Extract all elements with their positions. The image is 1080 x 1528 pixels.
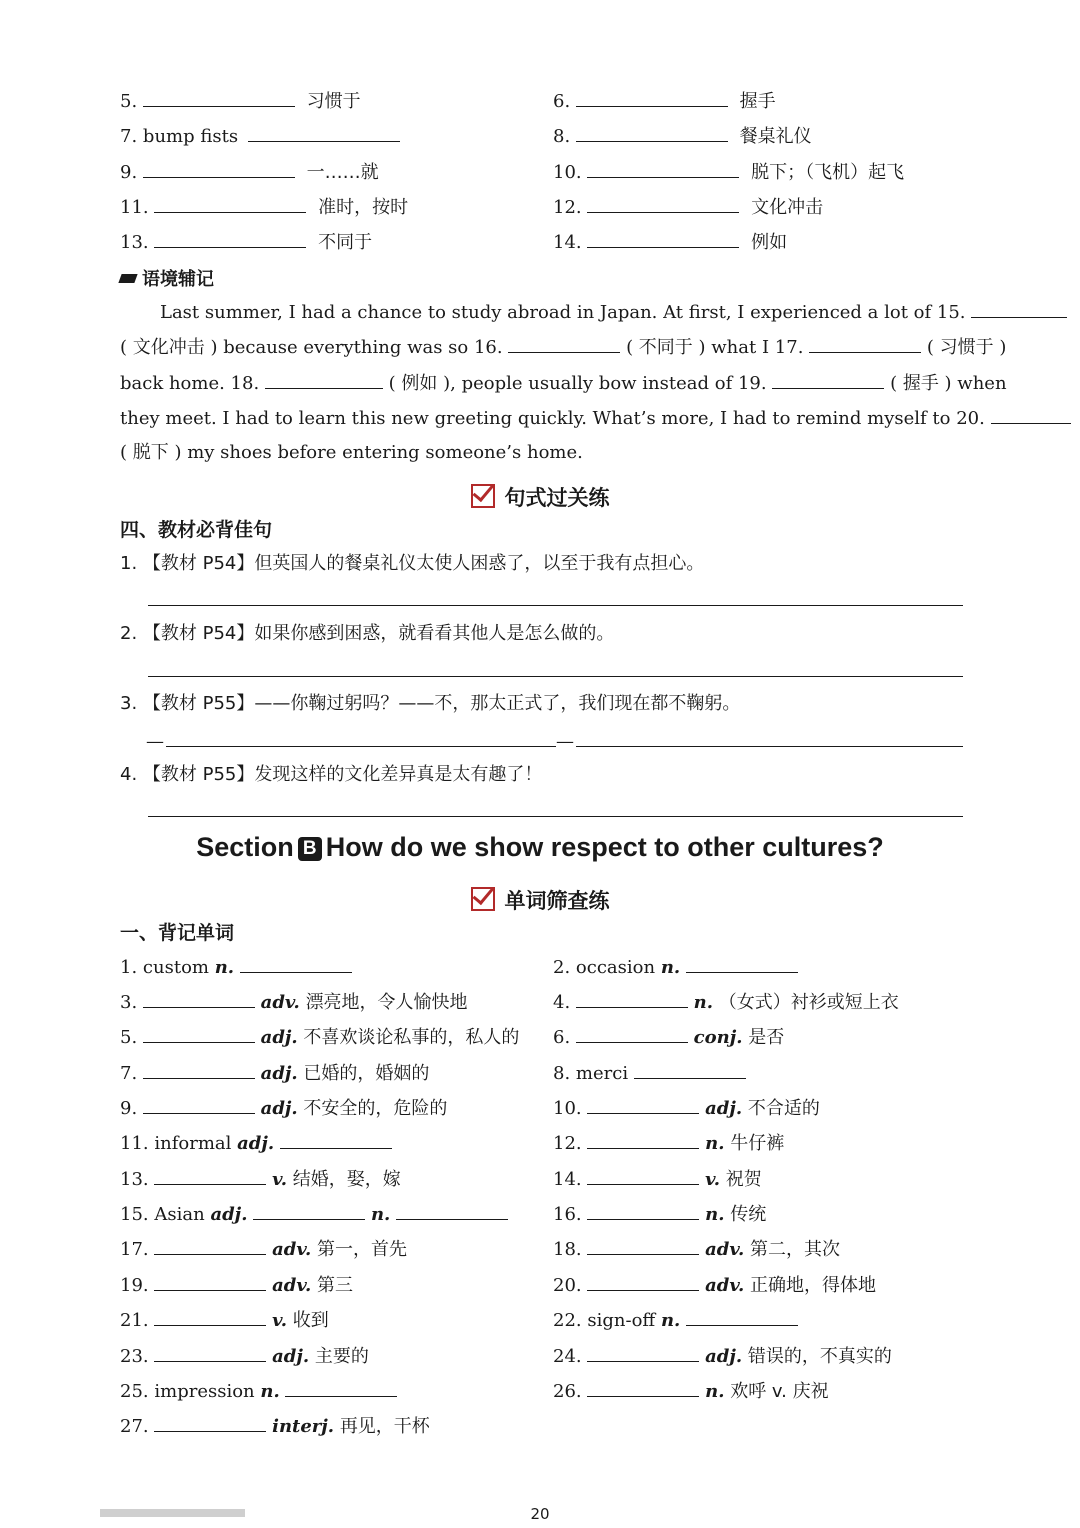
- page-number: 20: [530, 1505, 550, 1523]
- word-item: 14. v. 祝贺: [553, 1166, 762, 1192]
- answer-line[interactable]: [148, 605, 963, 606]
- word-item: 27. interj. 再见，干杯: [120, 1413, 430, 1439]
- answer-blank[interactable]: [587, 1236, 699, 1255]
- answer-blank[interactable]: [576, 88, 728, 107]
- answer-blank[interactable]: [587, 1378, 699, 1397]
- answer-blank[interactable]: [396, 1201, 508, 1220]
- answer-line[interactable]: [576, 746, 963, 747]
- vocab-item: 12. 文化冲击: [553, 194, 823, 220]
- answer-blank[interactable]: [587, 1166, 699, 1185]
- vocab-item: 13. 不同于: [120, 229, 372, 255]
- word-item: 18. adv. 第二，其次: [553, 1236, 840, 1262]
- word-item: 25. impression n.: [120, 1378, 397, 1404]
- answer-blank[interactable]: [154, 1413, 266, 1432]
- context-line-3: back home. 18. ( 例如 ), people usually bow instead of 19. ( 握手 ) when: [120, 370, 1007, 396]
- context-heading: 语境辅记: [120, 265, 214, 291]
- word-item: 15. Asian adj. n.: [120, 1201, 508, 1227]
- word-item: 20. adv. 正确地，得体地: [553, 1272, 876, 1298]
- answer-blank[interactable]: [143, 1024, 255, 1043]
- word-item: 21. v. 收到: [120, 1307, 329, 1333]
- checkbox-icon: [471, 484, 495, 508]
- word-item: 2. occasion n.: [553, 954, 798, 980]
- dash: —: [146, 731, 164, 752]
- word-item: 9. adj. 不安全的，危险的: [120, 1095, 447, 1121]
- answer-blank[interactable]: [154, 194, 306, 213]
- word-item: 7. adj. 已婚的，婚姻的: [120, 1060, 429, 1086]
- answer-blank[interactable]: [285, 1378, 397, 1397]
- answer-blank[interactable]: [587, 1272, 699, 1291]
- vocab-item: 11. 准时，按时: [120, 194, 408, 220]
- sentence-prompt: 1. 【教材 P54】但英国人的餐桌礼仪太使人困惑了，以至于我有点担心。: [120, 553, 705, 574]
- context-line-2: ( 文化冲击 ) because everything was so 16. ( 不同于 ) what I 17. ( 习惯于 ): [120, 334, 1006, 360]
- answer-blank-15[interactable]: [971, 299, 1067, 318]
- word-item: 5. adj. 不喜欢谈论私事的，私人的: [120, 1024, 519, 1050]
- answer-blank[interactable]: [248, 123, 400, 142]
- answer-line[interactable]: [166, 746, 556, 747]
- checkbox-icon: [471, 887, 495, 911]
- footer-watermark-icon: [100, 1507, 250, 1519]
- word-item: 1. custom n.: [120, 954, 352, 980]
- answer-blank[interactable]: [587, 194, 739, 213]
- sentence-prompt: 3. 【教材 P55】——你鞠过躬吗？——不，那太正式了，我们现在都不鞠躬。: [120, 693, 741, 714]
- answer-blank[interactable]: [154, 1272, 266, 1291]
- answer-blank[interactable]: [240, 954, 352, 973]
- answer-blank[interactable]: [576, 1024, 688, 1043]
- vocab-item: 5. 习惯于: [120, 88, 361, 114]
- answer-blank[interactable]: [280, 1130, 392, 1149]
- answer-blank-20[interactable]: [991, 405, 1071, 424]
- word-item: 19. adv. 第三: [120, 1272, 353, 1298]
- answer-blank[interactable]: [154, 1307, 266, 1326]
- section-b-title: Section B How do we show respect to other cultures?: [196, 832, 884, 862]
- answer-blank-18[interactable]: [265, 370, 383, 389]
- vocab-item: 8. 餐桌礼仪: [553, 123, 812, 149]
- word-item: 8. merci: [553, 1060, 746, 1086]
- context-line-5: ( 脱下 ) my shoes before entering someone’s home.: [120, 442, 583, 463]
- context-line-4: they meet. I had to learn this new greeting quickly. What’s more, I had to remind myself to 20.: [120, 405, 1071, 431]
- answer-blank[interactable]: [587, 159, 739, 178]
- sentences-heading: 四、教材必背佳句: [120, 519, 273, 541]
- answer-blank[interactable]: [143, 989, 255, 1008]
- word-item: 22. sign-off n.: [553, 1307, 798, 1333]
- word-item: 17. adv. 第一，首先: [120, 1236, 407, 1262]
- answer-blank[interactable]: [143, 1095, 255, 1114]
- word-item: 13. v. 结婚，娶，嫁: [120, 1166, 401, 1192]
- section-b-badge: B: [298, 837, 322, 861]
- answer-blank[interactable]: [143, 159, 295, 178]
- answer-blank[interactable]: [634, 1060, 746, 1079]
- answer-blank[interactable]: [686, 1307, 798, 1326]
- answer-blank-19[interactable]: [772, 370, 884, 389]
- section-title-sentences: 句式过关练: [0, 482, 1080, 512]
- answer-blank[interactable]: [143, 88, 295, 107]
- answer-blank-16[interactable]: [508, 334, 620, 353]
- word-item: 11. informal adj.: [120, 1130, 392, 1156]
- vocab-item: 10. 脱下；（飞机）起飞: [553, 159, 904, 185]
- answer-blank[interactable]: [143, 1060, 255, 1079]
- answer-blank[interactable]: [253, 1201, 365, 1220]
- answer-blank[interactable]: [587, 1201, 699, 1220]
- answer-blank[interactable]: [154, 1343, 266, 1362]
- answer-line[interactable]: [148, 676, 963, 677]
- word-item: 24. adj. 错误的，不真实的: [553, 1343, 892, 1369]
- answer-blank[interactable]: [686, 954, 798, 973]
- answer-blank[interactable]: [154, 1236, 266, 1255]
- answer-blank[interactable]: [587, 1343, 699, 1362]
- answer-blank[interactable]: [576, 989, 688, 1008]
- section-title-words: 单词筛查练: [0, 885, 1080, 915]
- answer-blank[interactable]: [587, 229, 739, 248]
- words-heading: 一、背记单词: [120, 922, 235, 944]
- sentence-prompt: 2. 【教材 P54】如果你感到困惑，就看看其他人是怎么做的。: [120, 623, 615, 644]
- vocab-item: 7. bump fists: [120, 123, 400, 149]
- vocab-item: 9. 一……就: [120, 159, 379, 185]
- answer-blank[interactable]: [154, 229, 306, 248]
- answer-blank[interactable]: [587, 1095, 699, 1114]
- answer-blank[interactable]: [587, 1130, 699, 1149]
- vocab-item: 14. 例如: [553, 229, 787, 255]
- word-item: 26. n. 欢呼 v. 庆祝: [553, 1378, 829, 1404]
- answer-blank[interactable]: [154, 1166, 266, 1185]
- word-item: 4. n. （女式）衬衫或短上衣: [553, 989, 899, 1015]
- word-item: 6. conj. 是否: [553, 1024, 784, 1050]
- answer-blank[interactable]: [576, 123, 728, 142]
- word-item: 16. n. 传统: [553, 1201, 766, 1227]
- word-item: 12. n. 牛仔裤: [553, 1130, 784, 1156]
- graduation-cap-icon: [118, 274, 137, 283]
- word-item: 10. adj. 不合适的: [553, 1095, 820, 1121]
- dash: —: [556, 731, 574, 752]
- word-item: 23. adj. 主要的: [120, 1343, 369, 1369]
- answer-line[interactable]: [148, 816, 963, 817]
- sentence-prompt: 4. 【教材 P55】发现这样的文化差异真是太有趣了！: [120, 764, 543, 785]
- word-item: 3. adv. 漂亮地，令人愉快地: [120, 989, 468, 1015]
- footer-stamp: [100, 1507, 250, 1523]
- vocab-item: 6. 握手: [553, 88, 776, 114]
- context-line-1: Last summer, I had a chance to study abroad in Japan. At first, I experienced a lot of 15.: [160, 299, 1067, 325]
- answer-blank-17[interactable]: [809, 334, 921, 353]
